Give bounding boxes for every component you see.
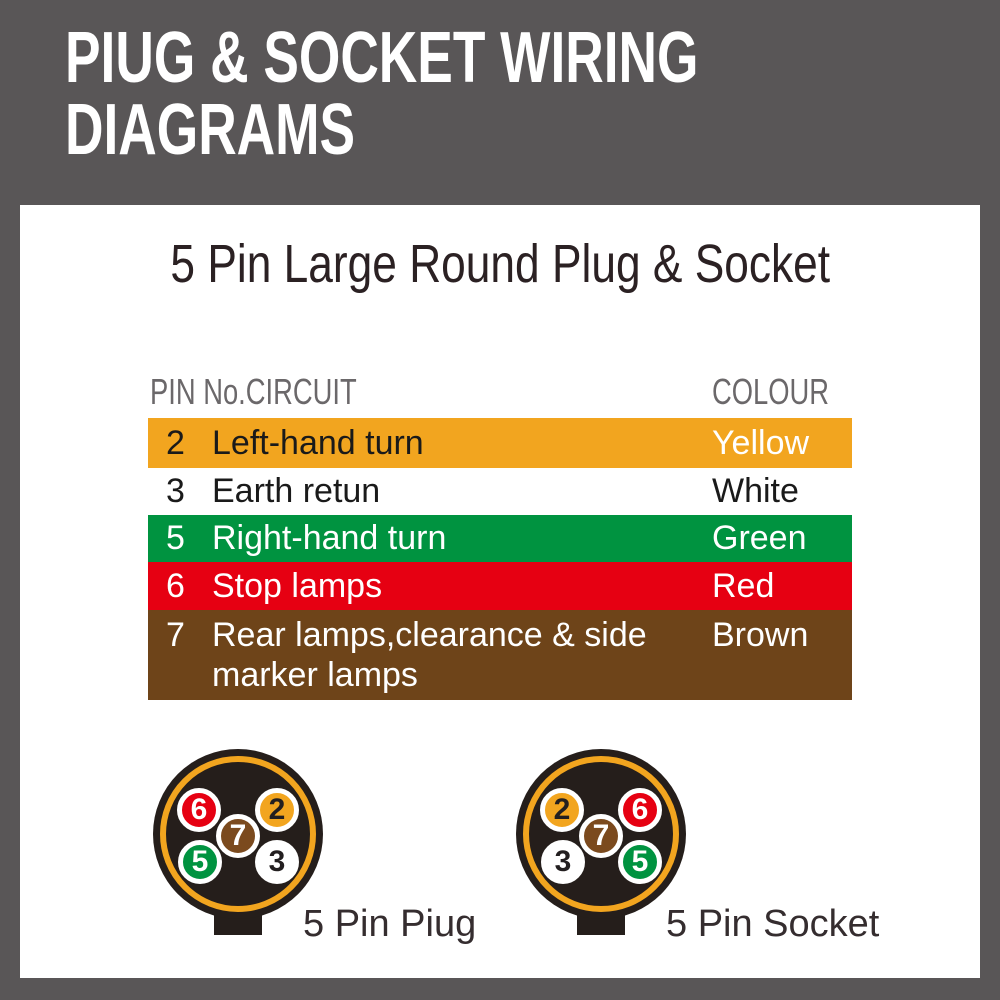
table-header: [148, 365, 852, 418]
plug-body: [153, 749, 323, 919]
colour-label: Red: [712, 567, 775, 605]
circuit-label: Earth retun: [212, 472, 381, 510]
page-title: [20, 233, 980, 295]
plug-diagram: [153, 749, 323, 919]
socket-pin-5: 5: [618, 840, 662, 884]
banner-title-line1: PIUG & SOCKET WIRING: [65, 18, 699, 98]
plug-pin-6: 6: [177, 788, 221, 832]
content-card: [20, 205, 980, 978]
pin-number: 3: [166, 472, 185, 510]
table-row: [148, 418, 852, 468]
plug-pin-5: 5: [178, 840, 222, 884]
colour-label: Brown: [712, 616, 809, 654]
wiring-table: [148, 365, 852, 700]
banner-title: [65, 18, 699, 170]
colour-label: White: [712, 472, 799, 510]
pin-number: 6: [166, 567, 185, 605]
colour-label: Yellow: [712, 424, 810, 462]
socket-pin-3: 3: [541, 840, 585, 884]
circuit-label: Rear lamps,clearance & side marker lamps: [212, 616, 647, 694]
colour-label: Green: [712, 519, 807, 557]
plug-pin-3: 3: [255, 840, 299, 884]
header-colour: COLOUR: [712, 371, 830, 412]
banner-title-line2: DIAGRAMS: [65, 90, 356, 170]
page-title-text: 5 Pin Large Round Plug & Socket: [170, 234, 830, 294]
table-row: [148, 562, 852, 610]
socket-diagram: [516, 749, 686, 919]
socket-pin-7: 7: [579, 814, 623, 858]
circuit-label: Right-hand turn: [212, 519, 447, 557]
plug-caption: 5 Pin Piug: [303, 903, 477, 945]
socket-caption: 5 Pin Socket: [666, 903, 880, 945]
table-row: [148, 515, 852, 562]
plug-pin-2: 2: [255, 788, 299, 832]
pin-number: 5: [166, 519, 185, 557]
socket-body: [516, 749, 686, 919]
circuit-label: Stop lamps: [212, 567, 383, 605]
header-pin-circuit: PIN No.CIRCUIT: [150, 371, 357, 412]
socket-pin-6: 6: [618, 788, 662, 832]
circuit-label: Left-hand turn: [212, 424, 424, 462]
socket-pin-2: 2: [540, 788, 584, 832]
plug-pin-7: 7: [216, 814, 260, 858]
pin-number: 7: [166, 616, 185, 654]
pin-number: 2: [166, 424, 185, 462]
table-row: [148, 468, 852, 515]
table-row: [148, 610, 852, 700]
